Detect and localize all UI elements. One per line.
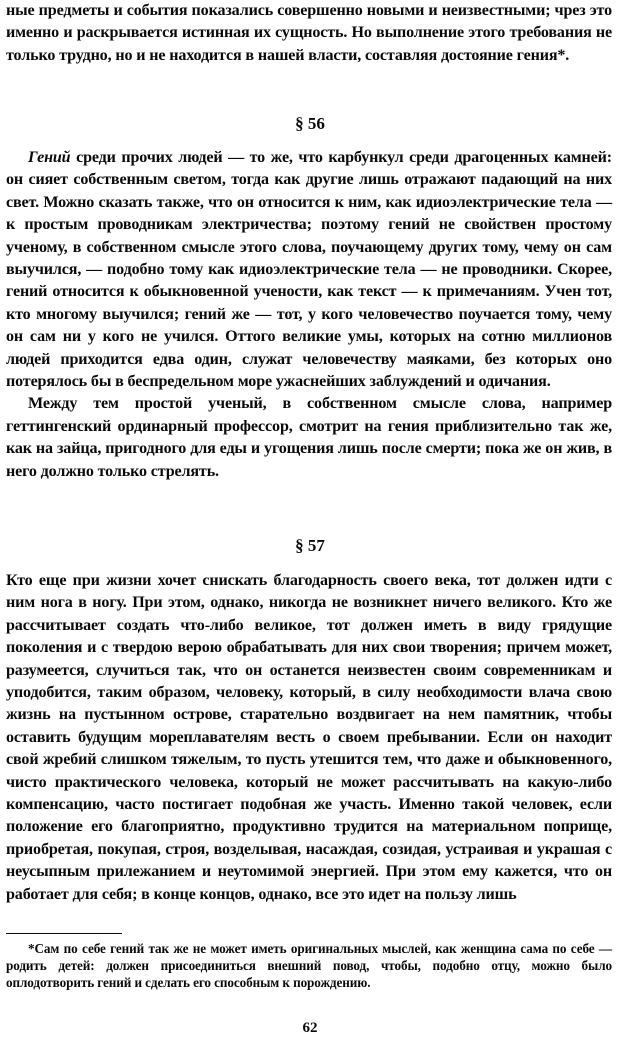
section-56-heading: § 56: [295, 114, 325, 133]
section-57-text: [6, 570, 612, 906]
section-57-heading: § 57: [295, 536, 325, 555]
footnote-divider: [6, 933, 122, 934]
footnote-text: *Сам по себе гений так же не может иметь оригинальных мыслей, как женщина сама по себе — родить детей: должен присоединиться внешний повод, чтобы, подобно отцу, можно было оплодотворить гений и сделать его способным к порождению.: [6, 941, 612, 991]
footnote: [6, 940, 612, 992]
section-56-text: [6, 147, 612, 483]
section-57-paragraph-1: Кто еще при жизни хочет снискать благодарность своего века, тот должен идти с ним нога в ногу. При этом, однако, никогда не возникнет ничего великого. Кто же рассчитывает создать что-либо великое, тот должен иметь в виду грядущие поколения и с твердою верою обрабатывать для них свои творения; причем может, разумеется, случиться так, что он останется неизвестен своим современникам и уподобится, таким образом, человеку, который, в силу необходимости влача свою жизнь на пустынном острове, старательно воздвигает на нем памятник, чтобы оставить будущим мореплавателям весть о своем пребывании. Если он находит свой жребий слишком тяжелым, то пусть утешится тем, что даже и обыкновенного, чисто практического человека, который не может рассчитывать на какую-либо компенсацию, часто постигает подобная же участь. Именно такой человек, если положение его благоприятно, продуктивно трудится на материальном поприще, приобретая, покупая, строя, возделывая, насаждая, созидая, устраивая и украшая с неусыпным прилежанием и неутомимой энергией. При этом ему кажется, что он работает для себя; в конце концов, однако, все это идет на пользу лишь: [6, 572, 612, 903]
section-56-first-word: Гений: [28, 149, 71, 166]
intro-paragraph: ные предметы и события показались совершенно новыми и неизвестными; чрез это именно и раскрывается истинная их сущность. Но выполнение этого требования не только трудно, но и не находится в нашей власти, составляя достояние гения*.: [6, 2, 612, 64]
section-56-paragraph-1: [6, 147, 612, 393]
section-56-paragraph-2: Между тем простой ученый, в собственном смысле слова, например геттингенский ординарный профессор, смотрит на гения приблизительно так же, как на зайца, пригодного для еды и угощения лишь после смерти; пока же он жив, в него должно только стрелять.: [6, 395, 612, 480]
page-number: 62: [302, 1020, 318, 1036]
intro-text: [6, 0, 612, 67]
section-56-paragraph-1-rest: среди прочих людей — то же, что карбункул среди драгоценных камней: он сияет собственным светом, тогда как другие лишь отражают падающий на них свет. Можно сказать также, что он относится к ним, как идиоэлектрические тела — к простым проводникам электричества; поэтому гений не свойствен простому ученому, в собственном смысле этого слова, поучающему других тому, чему он сам выучился, — подобно тому как идиоэлектрические тела — не проводники. Скорее, гений относится к обыкновенной учености, как текст — к примечаниям. Учен тот, кто многому выучился; гений же — тот, у кого человечество поучается тому, чему он сам ни у кого не учился. Оттого великие умы, которых на сотню миллионов людей приходится едва один, служат человечеству маяками, без которых оно потерялось бы в беспредельном море ужаснейших заблуждений и одичания.: [6, 149, 612, 391]
